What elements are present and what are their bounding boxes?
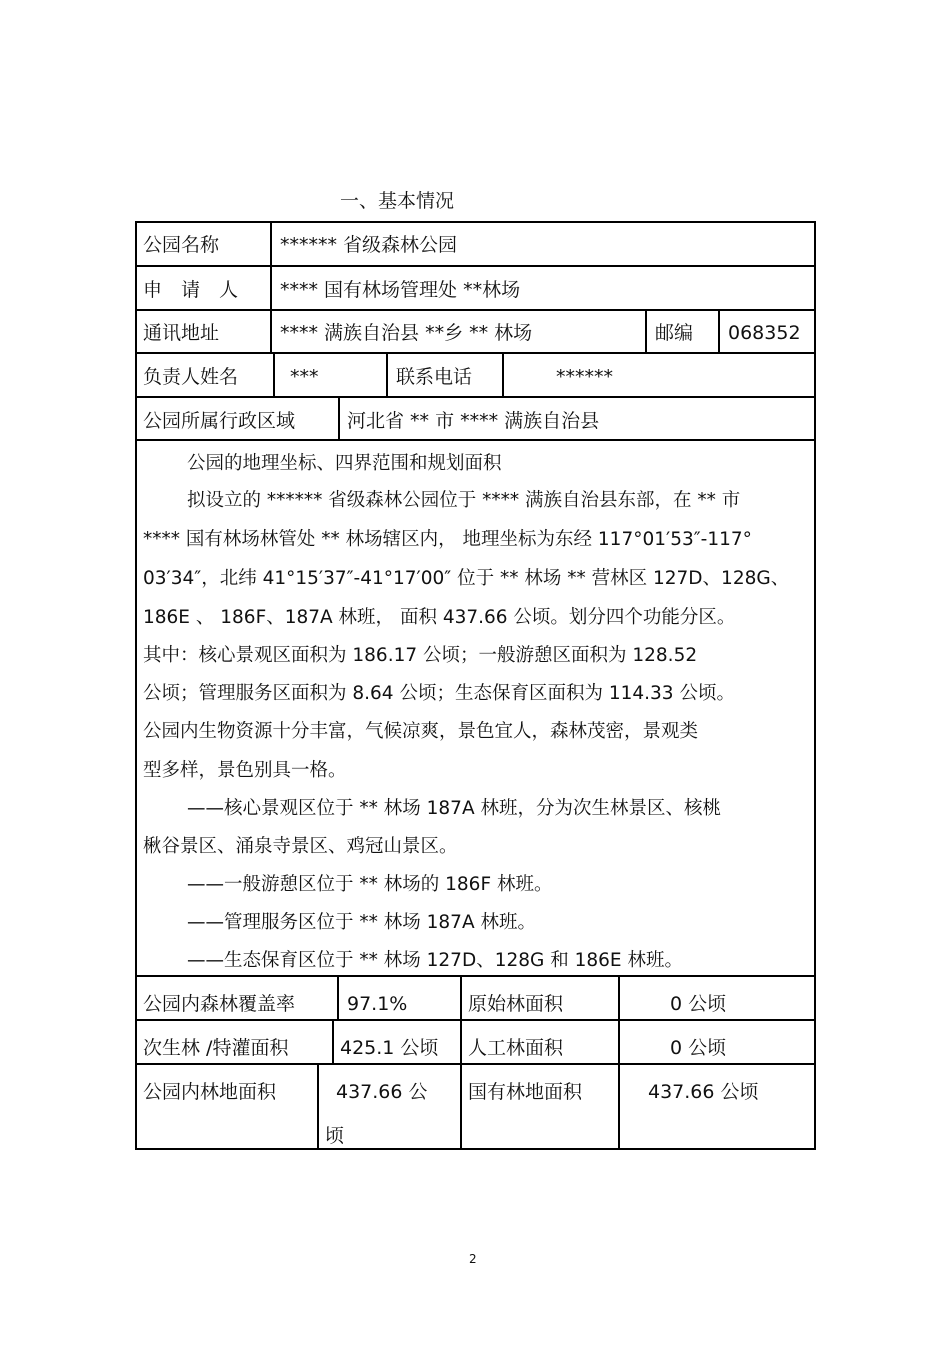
phone-value: ******: [556, 366, 613, 388]
row-divider: [135, 439, 816, 441]
row-divider: [135, 396, 816, 398]
description-line: 拟设立的 ****** 省级森林公园位于 **** 满族自治县东部，在 ** 市: [187, 490, 741, 511]
planted-forest-label: 人工林面积: [468, 1037, 564, 1059]
column-divider: [317, 1063, 319, 1149]
table-border-left: [135, 221, 137, 1150]
description-line: ——核心景观区位于 ** 林场 187A 林班，分为次生林景区、核桃: [187, 798, 721, 819]
column-divider: [718, 309, 720, 353]
postcode-value: 068352: [728, 322, 801, 344]
description-line: ——管理服务区位于 ** 林场 187A 林班。: [187, 912, 536, 933]
person-label: 负责人姓名: [143, 366, 239, 388]
row-divider: [135, 352, 816, 354]
description-line: 其中：核心景观区面积为 186.17 公顷；一般游憩区面积为 128.52: [143, 645, 698, 666]
column-divider: [645, 309, 647, 353]
state-land-label: 国有林地面积: [468, 1081, 583, 1103]
column-divider: [386, 352, 388, 397]
row-divider: [135, 309, 816, 311]
description-line: 03′34″，北纬 41°15′37″-41°17′00″ 位于 ** 林场 ** 营林区 127D、128G、: [143, 568, 790, 589]
applicant-value: **** 国有林场管理处 **林场: [280, 279, 521, 301]
table-border-bottom: [135, 1148, 816, 1150]
column-divider: [337, 975, 339, 1020]
row-divider: [135, 1019, 816, 1021]
applicant-label: 申 请 人: [143, 279, 239, 301]
coverage-label: 公园内森林覆盖率: [143, 993, 296, 1015]
description-line: 186E 、 186F、187A 林班， 面积 437.66 公顷。划分四个功能分区。: [143, 607, 736, 628]
column-divider: [332, 1019, 334, 1064]
column-divider: [338, 396, 340, 440]
table-border-top: [135, 221, 816, 223]
description-line: ——生态保育区位于 ** 林场 127D、128G 和 186E 林班。: [187, 950, 683, 971]
table-border-right: [814, 221, 816, 1150]
forest-land-value-unit: 顷: [325, 1125, 345, 1147]
description-line: 型多样，景色别具一格。: [143, 760, 347, 781]
primary-forest-label: 原始林面积: [468, 993, 564, 1015]
state-land-value: 437.66 公顷: [648, 1081, 759, 1103]
column-divider: [460, 975, 462, 1149]
row-divider: [135, 265, 816, 267]
postcode-label: 邮编: [655, 322, 694, 344]
column-divider: [618, 975, 620, 1149]
row-divider: [135, 975, 816, 977]
forest-land-value: 437.66 公: [336, 1081, 428, 1103]
description-line: **** 国有林场林管处 ** 林场辖区内， 地理坐标为东经 117°01′53″-117°: [143, 529, 752, 550]
address-label: 通讯地址: [143, 322, 220, 344]
planted-forest-value: 0 公顷: [670, 1037, 727, 1059]
description-line: 楸谷景区、涌泉寺景区、鸡冠山景区。: [143, 836, 458, 857]
primary-forest-value: 0 公顷: [670, 993, 727, 1015]
person-value: ***: [290, 366, 319, 388]
secondary-forest-label: 次生林 /特灌面积: [143, 1037, 289, 1059]
section-title: 一、基本情况: [340, 190, 455, 212]
coverage-value: 97.1%: [347, 993, 408, 1015]
phone-label: 联系电话: [396, 366, 473, 388]
row-divider: [135, 1063, 816, 1065]
column-divider: [502, 352, 504, 397]
column-divider: [270, 221, 272, 353]
park-name-value: ****** 省级森林公园: [280, 234, 458, 256]
forest-land-label: 公园内林地面积: [143, 1081, 277, 1103]
page-number: 2: [469, 1252, 477, 1266]
region-label: 公园所属行政区域: [143, 410, 296, 432]
description-line: 公园的地理坐标、四界范围和规划面积: [187, 453, 502, 474]
secondary-forest-value: 425.1 公顷: [340, 1037, 439, 1059]
description-line: 公顷；管理服务区面积为 8.64 公顷；生态保育区面积为 114.33 公顷。: [143, 683, 735, 704]
region-value: 河北省 ** 市 **** 满族自治县: [347, 410, 600, 432]
column-divider: [273, 352, 275, 397]
park-name-label: 公园名称: [143, 234, 220, 256]
description-line: 公园内生物资源十分丰富，气候凉爽，景色宜人，森林茂密，景观类: [143, 721, 699, 742]
address-value: **** 满族自治县 **乡 ** 林场: [280, 322, 533, 344]
description-line: ——一般游憩区位于 ** 林场的 186F 林班。: [187, 874, 553, 895]
